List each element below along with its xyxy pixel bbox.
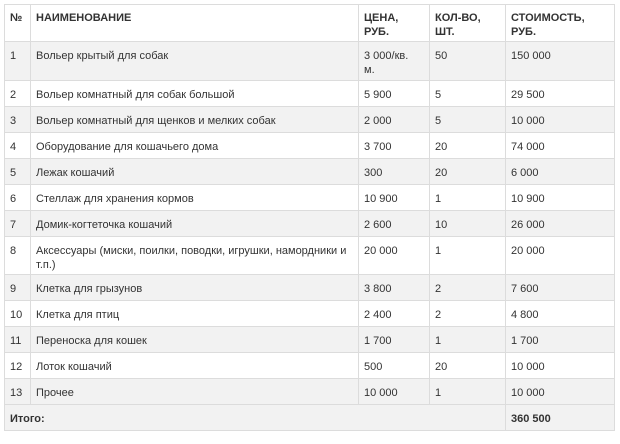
cell-num: 4 (5, 133, 31, 159)
cell-qty: 1 (430, 237, 506, 275)
cell-num: 2 (5, 81, 31, 107)
cell-name: Лоток кошачий (31, 353, 359, 379)
cell-price: 2 000 (359, 107, 430, 133)
cell-price: 20 000 (359, 237, 430, 275)
cell-num: 12 (5, 353, 31, 379)
cell-cost: 7 600 (506, 275, 615, 301)
header-qty: КОЛ-ВО, ШТ. (430, 5, 506, 42)
table-header-row (5, 5, 615, 42)
cell-num: 11 (5, 327, 31, 353)
cell-num: 7 (5, 211, 31, 237)
cell-price: 300 (359, 159, 430, 185)
cell-qty: 5 (430, 81, 506, 107)
header-price: ЦЕНА, РУБ. (359, 5, 430, 42)
cell-name: Клетка для грызунов (31, 275, 359, 301)
cell-price: 2 400 (359, 301, 430, 327)
cell-name: Вольер комнатный для щенков и мелких собак (31, 107, 359, 133)
cell-name: Стеллаж для хранения кормов (31, 185, 359, 211)
cell-price: 3 800 (359, 275, 430, 301)
header-num: № (5, 5, 31, 42)
cell-qty: 1 (430, 379, 506, 405)
cell-cost: 10 000 (506, 107, 615, 133)
cell-num: 9 (5, 275, 31, 301)
cell-num: 10 (5, 301, 31, 327)
cell-name: Вольер комнатный для собак большой (31, 81, 359, 107)
cell-qty: 1 (430, 185, 506, 211)
cell-qty: 2 (430, 301, 506, 327)
cell-price: 3 000/кв. м. (359, 42, 430, 81)
cell-num: 5 (5, 159, 31, 185)
cell-price: 10 900 (359, 185, 430, 211)
total-row (5, 405, 615, 431)
header-cost: СТОИМОСТЬ, РУБ. (506, 5, 615, 42)
table-row (5, 275, 615, 301)
table-row (5, 107, 615, 133)
cell-qty: 20 (430, 159, 506, 185)
total-value: 360 500 (506, 405, 615, 431)
table-row (5, 81, 615, 107)
cell-price: 1 700 (359, 327, 430, 353)
cell-cost: 29 500 (506, 81, 615, 107)
table-row (5, 133, 615, 159)
cell-qty: 5 (430, 107, 506, 133)
cell-qty: 20 (430, 353, 506, 379)
table-row (5, 185, 615, 211)
cell-num: 3 (5, 107, 31, 133)
cell-name: Лежак кошачий (31, 159, 359, 185)
table-row (5, 379, 615, 405)
cell-price: 5 900 (359, 81, 430, 107)
cell-price: 500 (359, 353, 430, 379)
table-row (5, 211, 615, 237)
cell-price: 3 700 (359, 133, 430, 159)
table-row (5, 301, 615, 327)
cell-qty: 2 (430, 275, 506, 301)
table-row (5, 159, 615, 185)
table-row (5, 327, 615, 353)
cell-num: 1 (5, 42, 31, 81)
cell-name: Домик-когтеточка кошачий (31, 211, 359, 237)
cell-price: 2 600 (359, 211, 430, 237)
cell-cost: 1 700 (506, 327, 615, 353)
cell-cost: 4 800 (506, 301, 615, 327)
cell-cost: 10 900 (506, 185, 615, 211)
cell-name: Прочее (31, 379, 359, 405)
total-label: Итого: (5, 405, 506, 431)
cell-qty: 20 (430, 133, 506, 159)
table-row (5, 353, 615, 379)
table-row (5, 237, 615, 275)
cell-name: Клетка для птиц (31, 301, 359, 327)
cell-cost: 10 000 (506, 353, 615, 379)
cell-name: Аксессуары (миски, поилки, поводки, игрушки, намордники и т.п.) (31, 237, 359, 275)
cell-price: 10 000 (359, 379, 430, 405)
cell-name: Оборудование для кошачьего дома (31, 133, 359, 159)
cell-qty: 1 (430, 327, 506, 353)
cell-num: 6 (5, 185, 31, 211)
header-name: НАИМЕНОВАНИЕ (31, 5, 359, 42)
cell-cost: 6 000 (506, 159, 615, 185)
cell-cost: 74 000 (506, 133, 615, 159)
cell-qty: 10 (430, 211, 506, 237)
cell-num: 8 (5, 237, 31, 275)
cell-cost: 26 000 (506, 211, 615, 237)
table-row (5, 42, 615, 81)
cost-table (4, 4, 615, 431)
cell-cost: 20 000 (506, 237, 615, 275)
cell-name: Вольер крытый для собак (31, 42, 359, 81)
cell-num: 13 (5, 379, 31, 405)
cell-cost: 150 000 (506, 42, 615, 81)
cell-name: Переноска для кошек (31, 327, 359, 353)
cell-qty: 50 (430, 42, 506, 81)
cell-cost: 10 000 (506, 379, 615, 405)
